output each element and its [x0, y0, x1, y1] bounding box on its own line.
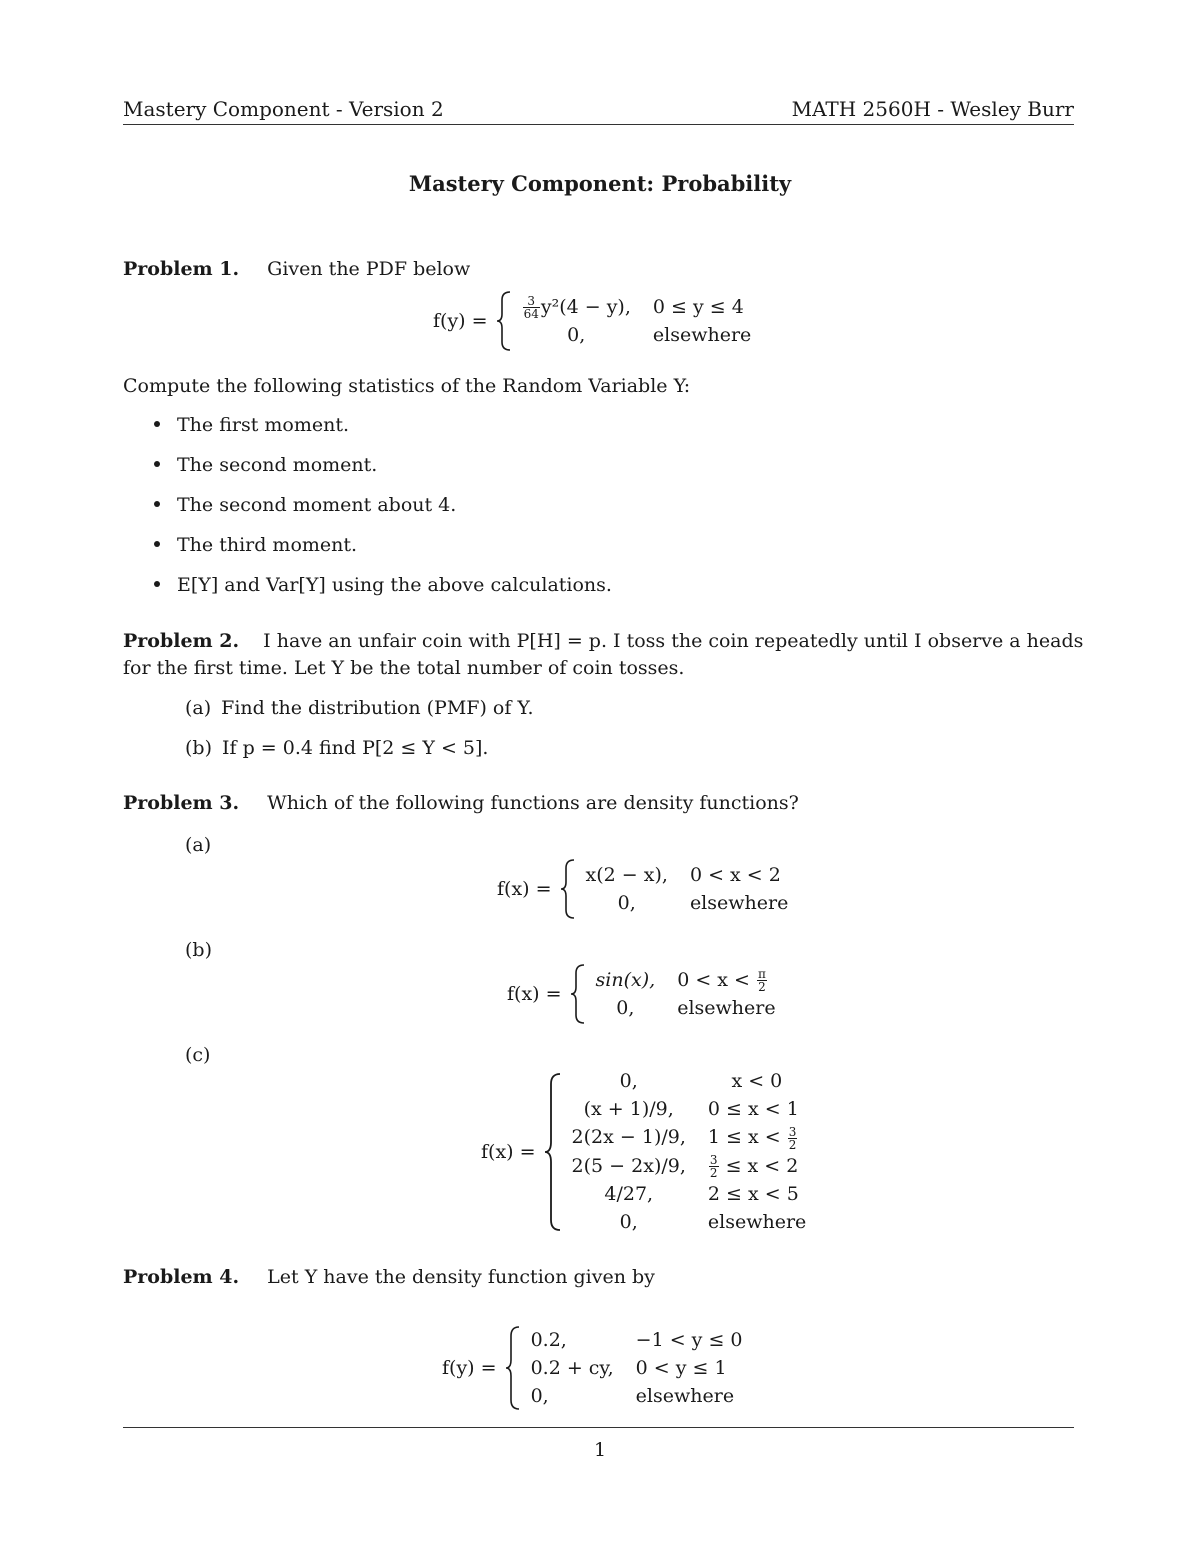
page-number: 1: [593, 1439, 607, 1461]
fraction: $\frac{3}{64}$: [523, 294, 539, 322]
fraction: $\frac{\pi}{2}$: [758, 967, 766, 995]
bullet-icon: [154, 461, 160, 467]
left-brace-icon: [570, 963, 586, 1025]
problem3-a-tag: (a): [185, 834, 212, 856]
case-expr: 0,: [616, 997, 635, 1020]
problem3-label: Problem 3.: [123, 792, 240, 814]
case-row: [522, 321, 752, 349]
pdf-lhs: f(y) =: [442, 1357, 497, 1379]
list-item: The first moment.: [154, 414, 349, 436]
header-right: MATH 2560H - Wesley Burr: [791, 97, 1074, 121]
case-expr: 0.2,: [530, 1329, 567, 1351]
bullet-icon: [154, 581, 160, 587]
problem2-line2: for the first time. Let Y be the total number of coin tosses.: [123, 657, 685, 679]
case-row: [572, 1095, 807, 1123]
problem3-c-tag: (c): [185, 1044, 211, 1066]
case-row: [586, 861, 789, 889]
problem3-b-function: [507, 963, 776, 1025]
case-row: [572, 1152, 807, 1181]
header-rule: [123, 124, 1074, 125]
problem1-line: [123, 258, 470, 280]
case-expr: sin(x),: [595, 969, 656, 991]
problem4-pdf: [442, 1325, 743, 1411]
problem4-label: Problem 4.: [123, 1266, 240, 1288]
problem3-a-function: [497, 858, 788, 920]
problem3-question: Which of the following functions are density functions?: [267, 792, 799, 814]
left-brace-icon: [505, 1325, 521, 1411]
function-cases: [586, 861, 789, 917]
problem2-part-b: (b) If p = 0.4 find P[2 ≤ Y < 5].: [185, 737, 489, 759]
left-brace-icon: [496, 290, 512, 352]
case-condition: 0 < x < 2: [689, 864, 781, 886]
problem4-intro: Let Y have the density function given by: [267, 1266, 655, 1288]
case-expr: 4/27,: [604, 1183, 654, 1205]
case-expr: 0.2 + cy,: [530, 1357, 614, 1379]
pdf-lhs: f(y) =: [433, 310, 488, 332]
problem3-c-function: [481, 1067, 806, 1236]
problem2-line1: [123, 630, 1083, 652]
case-row: [572, 1123, 807, 1152]
case-condition: x < 0: [731, 1070, 783, 1092]
case-condition: 0 < y ≤ 1: [635, 1357, 727, 1379]
problem1-label: Problem 1.: [123, 258, 240, 280]
case-condition: $\frac{3}{2}$ ≤ x < 2: [709, 1153, 799, 1180]
problem2-part-a: (a) Find the distribution (PMF) of Y.: [185, 697, 534, 719]
case-condition: elsewhere: [689, 892, 789, 914]
function-lhs: f(x) =: [497, 878, 552, 900]
case-condition: 0 ≤ x < 1: [707, 1098, 799, 1120]
page-title: Mastery Component: Probability: [408, 171, 792, 196]
fraction: $\frac{3}{2}$: [709, 1153, 718, 1180]
pdf-cases: [531, 1326, 743, 1410]
list-item: E[Y] and Var[Y] using the above calculations.: [154, 574, 612, 596]
problem1-pdf: [433, 290, 751, 352]
case-condition: 0 < x < $\frac{\pi}{2}$: [677, 967, 766, 995]
case-expr: 2(5 − 2x)/9,: [571, 1154, 686, 1177]
case-expr: 0,: [530, 1385, 549, 1407]
header-left: Mastery Component - Version 2: [123, 97, 444, 121]
case-condition: 0 ≤ y ≤ 4: [652, 296, 744, 318]
problem4-line: [123, 1266, 655, 1288]
case-condition: elsewhere: [707, 1211, 807, 1233]
list-item: The second moment.: [154, 454, 377, 476]
case-condition: 1 ≤ x < $\frac{3}{2}$: [707, 1124, 797, 1152]
function-lhs: f(x) =: [507, 983, 562, 1005]
case-row: [596, 966, 776, 995]
case-row: [531, 1382, 743, 1410]
case-row: [596, 994, 776, 1022]
case-expr: (x + 1)/9,: [583, 1098, 674, 1120]
bullet-icon: [154, 541, 160, 547]
case-expr: 2(2x − 1)/9,: [571, 1126, 686, 1149]
pdf-cases: [522, 293, 752, 350]
case-expr: x(2 − x),: [585, 864, 668, 886]
left-brace-icon: [560, 858, 576, 920]
case-row: [531, 1354, 743, 1382]
problem1-prompt: Compute the following statistics of the Random Variable Y:: [123, 375, 691, 397]
footer-rule: [123, 1427, 1074, 1428]
case-condition: 2 ≤ x < 5: [707, 1183, 799, 1205]
case-expr: $\frac{3}{64}$ y²(4 − y),: [523, 294, 631, 322]
case-condition: −1 < y ≤ 0: [635, 1329, 743, 1351]
case-expr: 0,: [619, 1070, 638, 1092]
case-expr: 0,: [567, 324, 586, 347]
left-brace-icon: [544, 1072, 562, 1232]
list-item: The third moment.: [154, 534, 357, 556]
case-row: [531, 1326, 743, 1354]
bullet-icon: [154, 421, 160, 427]
case-row: [572, 1208, 807, 1236]
bullet-icon: [154, 501, 160, 507]
case-row: [572, 1067, 807, 1095]
problem2-label: Problem 2.: [123, 630, 240, 652]
case-row: [522, 293, 752, 322]
problem1-intro: Given the PDF below: [267, 258, 471, 280]
case-row: [572, 1180, 807, 1208]
case-row: [586, 889, 789, 917]
case-condition: elsewhere: [652, 324, 752, 347]
list-item: The second moment about 4.: [154, 494, 456, 516]
problem3-line: [123, 792, 799, 814]
function-cases: [596, 966, 776, 1023]
fraction: $\frac{3}{2}$: [788, 1124, 797, 1152]
function-cases: [572, 1067, 807, 1236]
case-condition: elsewhere: [635, 1385, 735, 1407]
case-condition: elsewhere: [677, 997, 776, 1020]
problem2-text: I have an unfair coin with P[H] = p. I toss the coin repeatedly until I observe a heads: [263, 630, 1084, 652]
function-lhs: f(x) =: [481, 1140, 536, 1163]
case-expr: 0,: [617, 892, 636, 914]
case-expr: 0,: [619, 1211, 638, 1233]
problem3-b-tag: (b): [185, 939, 212, 961]
